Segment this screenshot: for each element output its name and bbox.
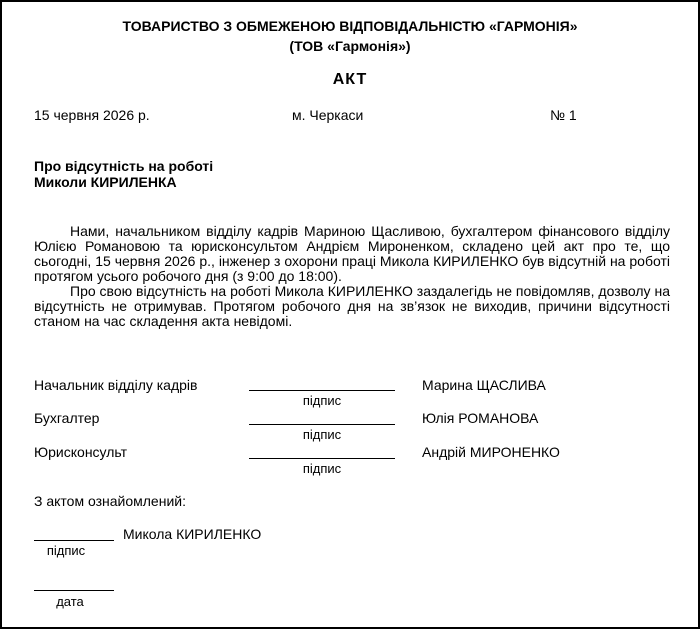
organization-name: ТОВАРИСТВО З ОБМЕЖЕНОЮ ВІДПОВІДАЛЬНІСТЮ «ГАРМОНІЯ» — [122, 18, 578, 34]
signature-line-2 — [249, 424, 395, 425]
acknowledgement-date-caption: дата — [56, 594, 84, 609]
document-body — [34, 224, 670, 329]
signature-caption-2: підпис — [302, 427, 342, 442]
signature-caption-3: підпис — [302, 461, 342, 476]
document-subject-line-2: Миколи КИРИЛЕНКА — [34, 174, 177, 190]
acknowledgement-signature-line — [34, 540, 114, 541]
document-place: м. Черкаси — [292, 107, 364, 123]
document-date: 15 червня 2026 р. — [34, 107, 150, 123]
signature-line-1 — [249, 390, 395, 391]
body-paragraph-1: Нами, начальником відділу кадрів Мариною Щасливою, бухгалтером фінансового відділу Юлією Романовою та юрисконсультом Андрієм Мироненком, складено цей акт про те, що сьогодні, 15 червня 2026 р., інженер з охорони праці Микола КИРИЛЕНКО був відсутній на роботі протягом усього робочого дня (з 9:00 до 18:00). — [34, 223, 670, 284]
document-number: № 1 — [550, 107, 577, 123]
signer-position-3: Юрисконсульт — [34, 444, 128, 460]
signer-name-3: Андрій МИРОНЕНКО — [422, 444, 560, 460]
acknowledgement-heading: З актом ознайомлений: — [34, 493, 186, 509]
signer-name-1: Марина ЩАСЛИВА — [422, 377, 546, 393]
signer-position-1: Начальник відділу кадрів — [34, 377, 198, 393]
acknowledgement-signature-caption: підпис — [46, 543, 86, 558]
signature-caption-1: підпис — [302, 393, 342, 408]
acknowledgement-date-line — [34, 590, 114, 591]
body-paragraph-2: Про свою відсутність на роботі Микола КИРИЛЕНКО заздалегідь не повідомляв, дозволу на відсутність не отримував. Протягом робочого дня на зв’язок не виходив, причини відсутності станом на час складення акта невідомі. — [34, 283, 670, 329]
organization-short-name: (ТОВ «Гармонія») — [289, 38, 411, 54]
document-subject-line-1: Про відсутність на роботі — [34, 158, 214, 174]
signer-position-2: Бухгалтер — [34, 410, 100, 426]
signer-name-2: Юлія РОМАНОВА — [422, 410, 539, 426]
acknowledgement-name: Микола КИРИЛЕНКО — [123, 526, 262, 542]
signature-line-3 — [249, 458, 395, 459]
document-title: АКТ — [332, 71, 368, 88]
